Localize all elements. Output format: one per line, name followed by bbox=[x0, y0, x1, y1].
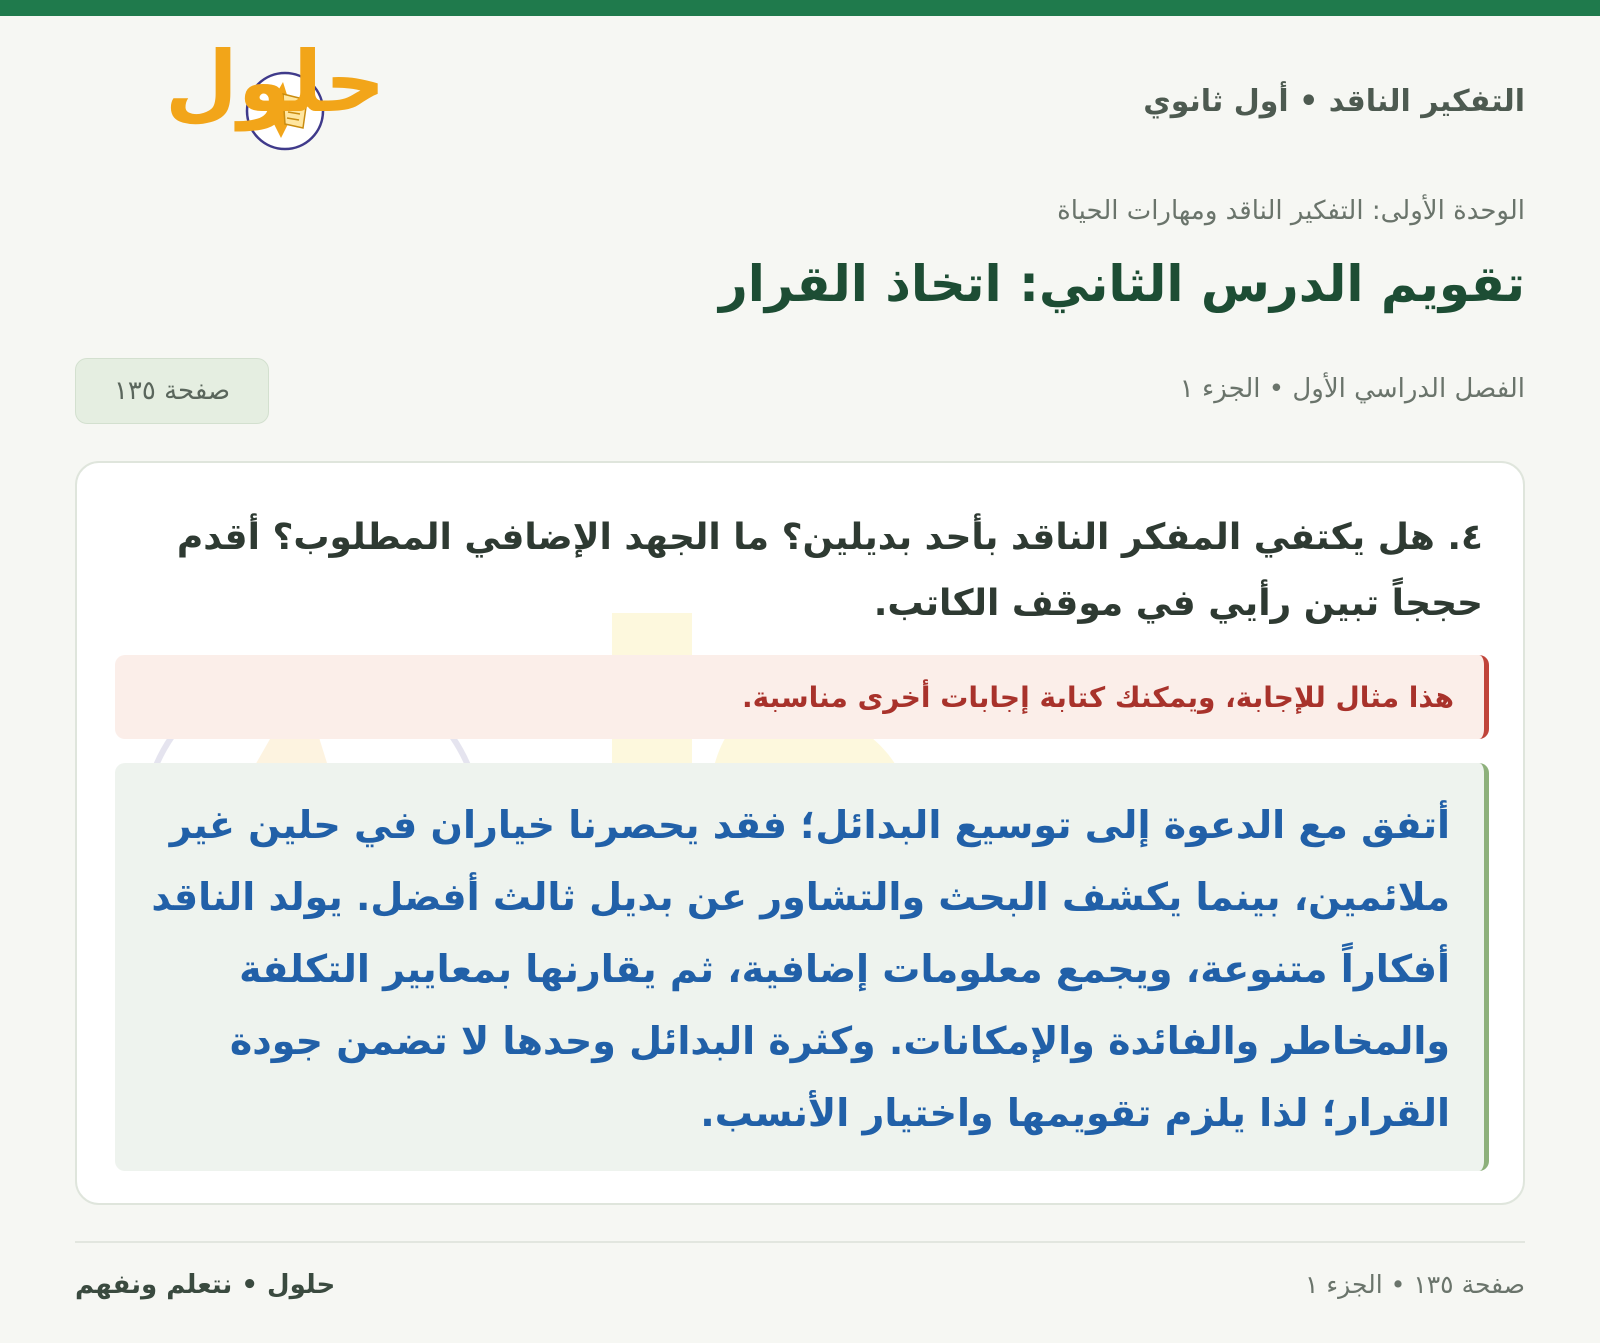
footer-page-info: صفحة ١٣٥ • الجزء ١ bbox=[1305, 1270, 1525, 1299]
course-title: التفكير الناقد • أول ثانوي bbox=[1143, 84, 1525, 119]
top-accent-bar bbox=[0, 0, 1600, 16]
page-number-badge: صفحة ١٣٥ bbox=[75, 358, 269, 424]
footer-brand: حلول • نتعلم ونفهم bbox=[75, 1270, 336, 1300]
unit-subtitle: الوحدة الأولى: التفكير الناقد ومهارات الحياة bbox=[1057, 196, 1525, 226]
hulul-logo[interactable] bbox=[75, 33, 386, 164]
lesson-title: تقويم الدرس الثاني: اتخاذ القرار bbox=[718, 255, 1525, 313]
logo-wordmark: حلول bbox=[165, 33, 386, 131]
answer-text: أتفق مع الدعوة إلى توسيع البدائل؛ فقد يحصرنا خياران في حلين غير ملائمين، بينما يكشف البحث والتشاور عن بديل ثالث أفضل. يولد الناقد أفكاراً متنوعة، ويجمع معلومات إضافية، ثم يقارنها بمعايير التكلفة والمخاطر والفائدة والإمكانات. وكثرة البدائل وحدها لا تضمن جودة القرار؛ لذا يلزم تقويمها واختيار الأنسب. bbox=[115, 763, 1489, 1171]
term-info: الفصل الدراسي الأول • الجزء ١ bbox=[1179, 374, 1525, 404]
question-card bbox=[75, 461, 1525, 1205]
footer-divider bbox=[75, 1241, 1525, 1243]
sample-answer-note: هذا مثال للإجابة، ويمكنك كتابة إجابات أخرى مناسبة. bbox=[115, 655, 1489, 739]
page-header bbox=[75, 33, 1525, 164]
question-text: ٤. هل يكتفي المفكر الناقد بأحد بديلين؟ ما الجهد الإضافي المطلوب؟ أقدم حججاً تبين رأيي في موقف الكاتب. bbox=[176, 517, 1483, 624]
